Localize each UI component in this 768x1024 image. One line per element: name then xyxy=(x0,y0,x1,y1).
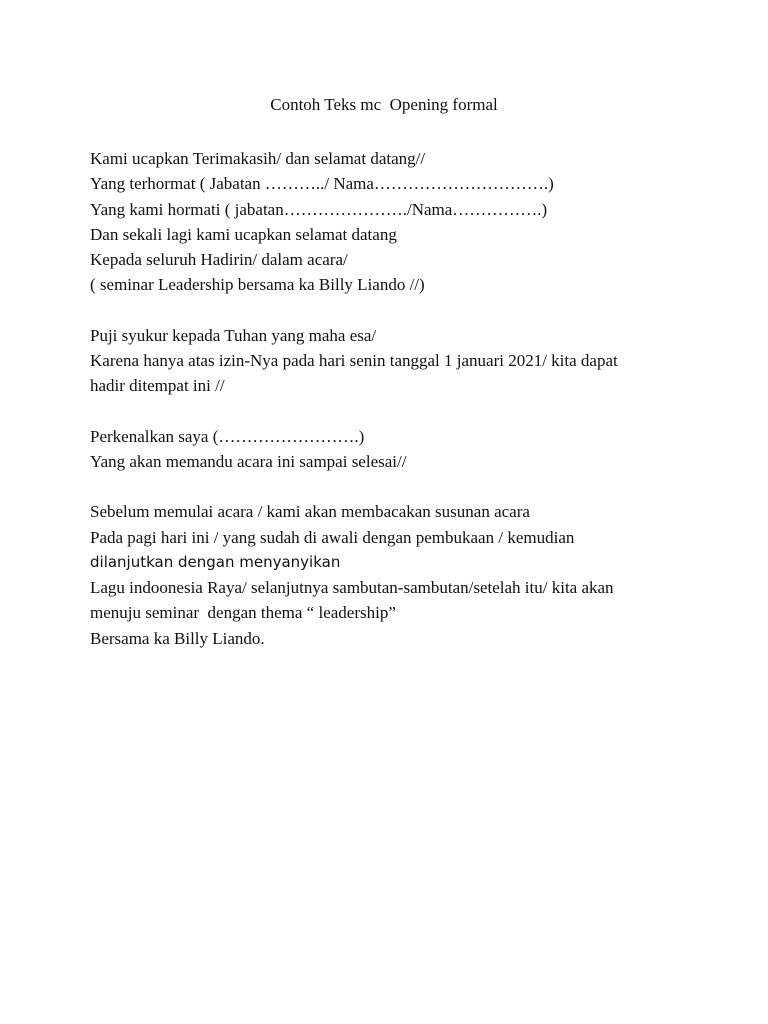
paragraph-spacer xyxy=(90,474,690,499)
text-line: ( seminar Leadership bersama ka Billy Liando //) xyxy=(90,275,425,295)
text-line: dilanjutkan dengan menyanyikan xyxy=(90,552,341,571)
text-line: Puji syukur kepada Tuhan yang maha esa/ xyxy=(90,325,377,345)
paragraph-spacer xyxy=(90,298,690,323)
text-line: Sebelum memulai acara / kami akan membacakan susunan acara xyxy=(90,502,530,522)
paragraph-welcome xyxy=(90,146,690,298)
text-line: hadir ditempat ini // xyxy=(90,376,225,396)
text-line: Yang kami hormati ( jabatan…………………./Nama…………….) xyxy=(90,199,548,219)
text-line: Bersama ka Billy Liando. xyxy=(90,628,265,648)
document-body xyxy=(90,146,690,651)
text-line: Lagu indoonesia Raya/ selanjutnya sambutan-sambutan/setelah itu/ kita akan xyxy=(90,578,614,598)
text-line: Karena hanya atas izin-Nya pada hari senin tanggal 1 januari 2021/ kita dapat xyxy=(90,351,618,371)
text-line: Kepada seluruh Hadirin/ dalam acara/ xyxy=(90,250,348,270)
text-line: Perkenalkan saya (…………………….) xyxy=(90,426,365,446)
paragraph-spacer xyxy=(90,399,690,424)
text-line: Yang terhormat ( Jabatan ………../ Nama………………………….) xyxy=(90,174,554,194)
paragraph-agenda xyxy=(90,499,690,651)
text-line: Yang akan memandu acara ini sampai selesai// xyxy=(90,451,407,471)
text-line: Kami ucapkan Terimakasih/ dan selamat datang// xyxy=(90,149,426,168)
paragraph-introduction xyxy=(90,424,690,475)
text-line: Pada pagi hari ini / yang sudah di awali dengan pembukaan / kemudian xyxy=(90,527,575,547)
paragraph-gratitude xyxy=(90,323,690,399)
document-title: Contoh Teks mc Opening formal xyxy=(270,95,498,114)
text-line: Dan sekali lagi kami ucapkan selamat datang xyxy=(90,224,397,244)
text-line: menuju seminar dengan thema “ leadership” xyxy=(90,603,396,623)
